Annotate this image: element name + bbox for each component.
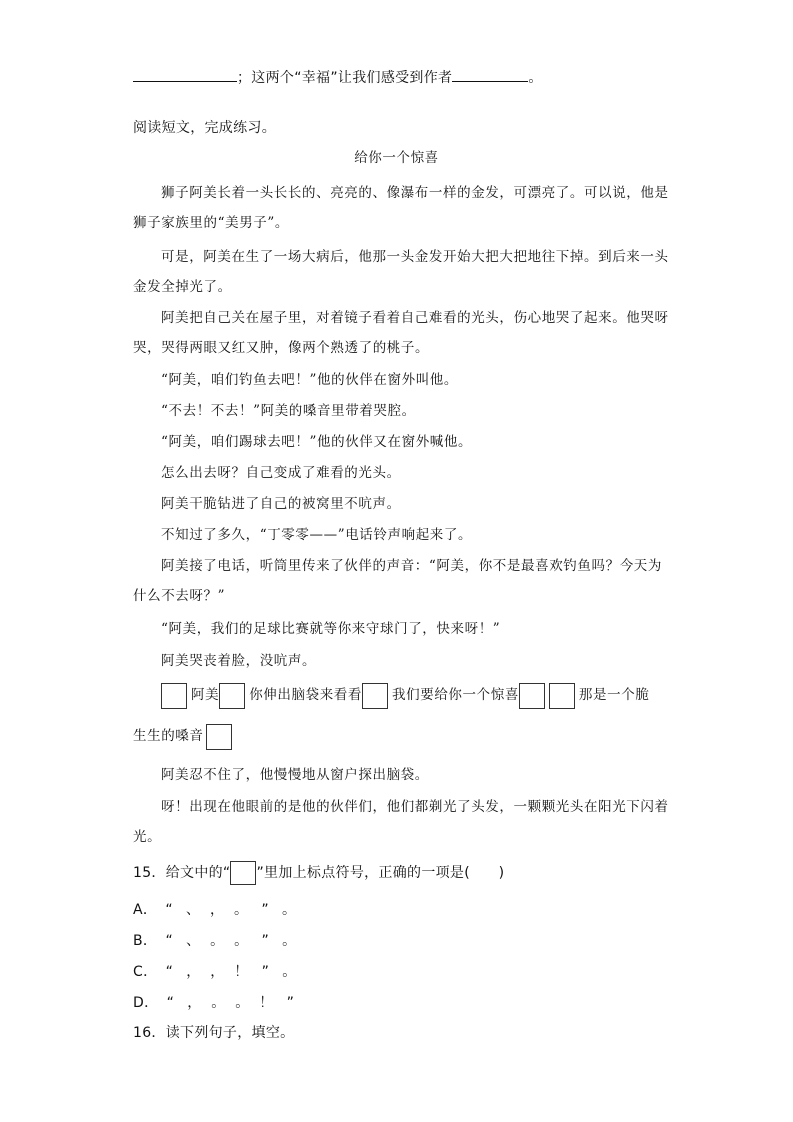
passage-line: 金发全掉光了。 xyxy=(133,279,232,295)
option-mark: 。 xyxy=(234,933,249,949)
passage-line: 阿美接了电话，听筒里传来了伙伴的声音：“阿美，你不是最喜欢钓鱼吗？今天为 xyxy=(161,558,663,574)
fill-seg2: 你伸出脑袋来看看 xyxy=(249,687,363,703)
option-label: A． xyxy=(133,902,158,918)
passage-line: 什么不去呀？” xyxy=(133,588,226,604)
question-15-suffix: ”里加上标点符号，正确的一项是( ) xyxy=(256,865,505,881)
option-mark: 。 xyxy=(282,902,297,918)
passage-title: 给你一个惊喜 xyxy=(354,150,439,166)
passage-line: 阿美哭丧着脸，没吭声。 xyxy=(161,653,317,669)
punctuation-box[interactable] xyxy=(206,724,232,750)
fill-paragraph-line2 xyxy=(133,722,232,750)
option-mark: ！ xyxy=(259,995,274,1011)
question-number: 16． xyxy=(133,1025,166,1041)
passage-line: 呀！出现在他眼前的是他的伙伴们，他们都剃光了头发，一颗颗光头在阳光下闪着 xyxy=(161,799,669,815)
question-15-prefix: 给文中的“ xyxy=(165,865,231,881)
instruction: 阅读短文，完成练习。 xyxy=(133,120,276,136)
top-fill-line xyxy=(133,67,543,87)
option-b[interactable] xyxy=(133,932,301,950)
option-mark: ， xyxy=(210,902,225,918)
option-mark: ” xyxy=(261,933,269,949)
top-text-c: 让我们感受到作者 xyxy=(337,70,453,86)
fill-seg4: 那是一个脆 xyxy=(578,687,650,703)
option-mark: 。 xyxy=(235,995,250,1011)
option-mark: “ xyxy=(165,964,174,980)
fill-seg3: 我们要给你一个惊喜 xyxy=(392,687,519,703)
top-text-a: ；这两个 xyxy=(237,70,295,86)
option-label: B． xyxy=(133,933,158,949)
passage-line: 不知过了多久，“丁零零——”电话铃声响起来了。 xyxy=(161,527,473,543)
passage-line: 哭，哭得两眼又红又肿，像两个熟透了的桃子。 xyxy=(133,340,430,356)
passage-line: 阿美忍不住了，他慢慢地从窗户探出脑袋。 xyxy=(161,767,429,783)
option-mark: ， xyxy=(186,964,201,980)
option-mark: ” xyxy=(261,964,270,980)
option-mark: ” xyxy=(286,995,295,1011)
option-mark: 、 xyxy=(186,902,201,918)
question-15 xyxy=(133,860,504,886)
passage-line: “阿美，咱们踢球去吧！”他的伙伴又在窗外喊他。 xyxy=(161,434,473,450)
option-mark: 。 xyxy=(234,902,249,918)
punctuation-box-sample xyxy=(230,861,256,885)
option-mark: ， xyxy=(187,995,202,1011)
passage-line: 阿美干脆钻进了自己的被窝里不吭声。 xyxy=(161,496,401,512)
passage-line: “阿美，我们的足球比赛就等你来守球门了，快来呀！” xyxy=(161,621,501,637)
passage-line: 光。 xyxy=(133,829,162,845)
passage-line: 狮子阿美长着一头长长的、亮亮的、像瀑布一样的金发，可漂亮了。可以说，他是 xyxy=(161,185,669,201)
option-mark: 、 xyxy=(186,933,201,949)
option-mark: 。 xyxy=(210,933,225,949)
punctuation-box[interactable] xyxy=(219,683,245,709)
answer-blank[interactable] xyxy=(452,67,528,82)
option-mark: “ xyxy=(165,933,173,949)
passage-line: 可是，阿美在生了一场大病后，他那一头金发开始大把大把地往下掉。到后来一头 xyxy=(161,249,669,265)
option-mark: 。 xyxy=(211,995,226,1011)
top-text-b: “幸福” xyxy=(294,70,338,86)
option-mark: ！ xyxy=(234,964,249,980)
answer-blank[interactable] xyxy=(133,67,237,82)
passage-line: “不去！不去！”阿美的嗓音里带着哭腔。 xyxy=(161,403,416,419)
passage-line: 怎么出去呀？自己变成了难看的光头。 xyxy=(161,465,401,481)
fill-paragraph-line1 xyxy=(161,681,649,709)
punctuation-box[interactable] xyxy=(161,683,187,709)
punctuation-box[interactable] xyxy=(362,683,388,709)
fill-seg5: 生生的嗓音 xyxy=(133,728,204,744)
punctuation-box[interactable] xyxy=(549,683,575,709)
option-mark: 。 xyxy=(282,964,297,980)
option-label: D． xyxy=(133,995,159,1011)
punctuation-box[interactable] xyxy=(519,683,545,709)
option-a[interactable] xyxy=(133,901,301,919)
question-number: 15． xyxy=(133,865,166,881)
passage-line: 阿美把自己关在屋子里，对着镜子看着自己难看的光头，伤心地哭了起来。他哭呀 xyxy=(161,310,669,326)
top-text-d: 。 xyxy=(528,70,543,86)
option-mark: ” xyxy=(261,902,269,918)
option-mark: 。 xyxy=(282,933,297,949)
passage-line: “阿美，咱们钓鱼去吧！”他的伙伴在窗外叫他。 xyxy=(161,372,459,388)
option-label: C． xyxy=(133,964,158,980)
option-d[interactable] xyxy=(133,994,302,1012)
question-16-text: 读下列句子，填空。 xyxy=(165,1025,295,1041)
question-16 xyxy=(133,1024,294,1042)
fill-seg1: 阿美 xyxy=(191,687,220,703)
option-mark: ， xyxy=(210,964,225,980)
option-c[interactable] xyxy=(133,963,301,981)
option-mark: “ xyxy=(165,902,173,918)
passage-line: 狮子家族里的“美男子”。 xyxy=(133,215,290,231)
option-mark: “ xyxy=(166,995,175,1011)
